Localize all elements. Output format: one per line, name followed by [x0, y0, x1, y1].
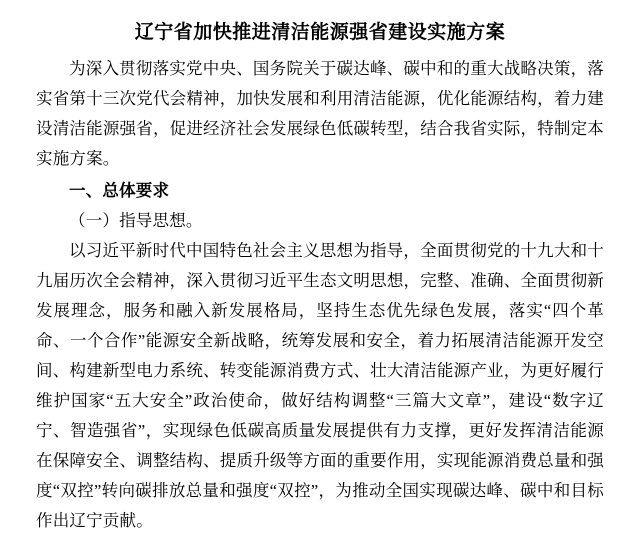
page-title: 辽宁省加快推进清洁能源强省建设实施方案	[134, 22, 506, 43]
section-heading-1: 一、总体要求	[69, 182, 170, 200]
paragraph-intro: 为深入贯彻落实党中央、国务院关于碳达峰、碳中和的重大战略决策，落实省第十三次党代会精神，加快发展和利用清洁能源，优化能源结构，着力建设清洁能源强省，促进经济社会发展绿色低碳转型，结合我省实际，特制定本实施方案。	[36, 59, 604, 168]
paragraph-guiding-ideology: 以习近平新时代中国特色社会主义思想为指导，全面贯彻党的十九大和十九届历次全会精神，深入贯彻习近平生态文明思想，完整、准确、全面贯彻新发展理念，服务和融入新发展格局，坚持生态优先绿色发展，落实“四个革命、一个合作”能源安全新战略，统筹发展和安全，着力拓展清洁能源开发空间、构建新型电力系统、转变能源消费方式、壮大清洁能源产业，为更好履行维护国家“五大安全”政治使命，做好结构调整“三篇大文章”，建设“数字辽宁、智造强省”，实现绿色低碳高质量发展提供有力支撑，更好发挥清洁能源在保障安全、调整结构、提质升级等方面的重要作用，实现能源消费总量和强度“双控”转向碳排放总量和强度“双控”，为推动全国实现碳达峰、碳中和目标作出辽宁贡献。	[36, 241, 604, 530]
subsection-heading-1-1: （一）指导思想。	[69, 211, 203, 230]
